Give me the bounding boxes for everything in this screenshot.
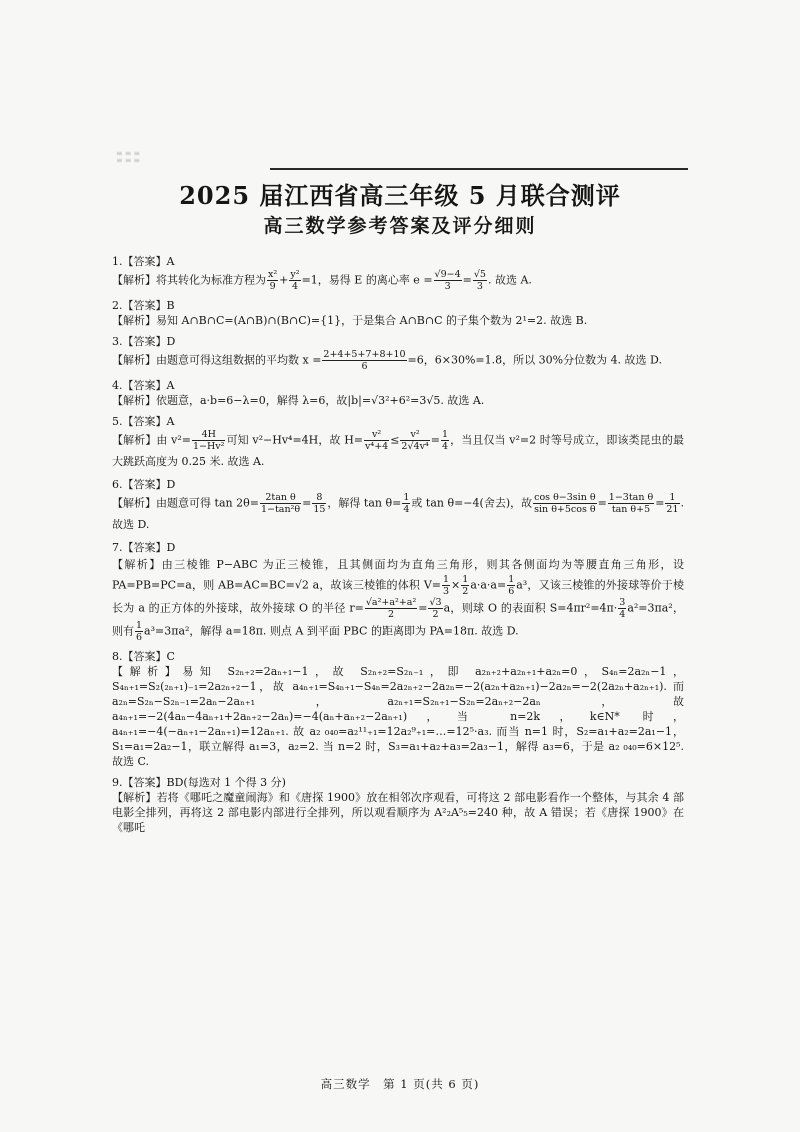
question-6 (112, 477, 684, 534)
explanation: 【解析】由三棱锥 P−ABC 为正三棱锥，且其侧面均为直角三角形，则其各侧面均为等腰直角三角形，设 PA=PB=PC=a，则 AB=AC=BC=√2 a，故该三棱锥的体积 V= $\frac{1}{3}$ × $\frac{1}{2}$ a·a·a= $\frac{1}{6}$ a³，又该三棱锥的外接球等价于棱长为 a 的正方体的外接球，故外接球 O 的半径 r= $\frac{\text{√a²+a²+a²}}{2}$ = $\frac{√3}{2}$ a，则球 O 的表面积 S=4πr²=4π· $\frac{3}{4}$ a²=3πa²，则有 $\frac{1}{6}$ a³=3πa²，解得 a=18π. 则点 A 到平面 PBC 的距离即为 PA=18π. 故选 D. (112, 558, 685, 643)
page-title: 2025 届江西省高三年级 5 月联合测评 (179, 181, 621, 210)
answer-line: 4.【答案】A (112, 379, 175, 392)
header-rule (270, 168, 688, 170)
explanation: 【解析】由题意可得这组数据的平均数 x = $\frac{2+4+5+7+8+10}{6}$ =6，6×30%=1.8，所以 30%分位数为 4. 故选 D. (112, 349, 662, 372)
explanation: 【解析】若将《哪吒之魔童闹海》和《唐探 1900》放在相邻次序观看，可将这 2 部电影看作一个整体，与其余 4 部电影全排列，再将这 2 部电影内部进行全排列，所以观看顺序为 A²₂A⁵₅=240 种，故 A 错误；若《唐探 1900》在《哪吒 (112, 791, 684, 834)
explanation: 【解析】易知 A∩B∩C=(A∩B)∩(B∩C)={1}，于是集合 A∩B∩C 的子集个数为 2¹=2. 故选 B. (112, 314, 588, 327)
answer-line: 8.【答案】C (112, 650, 175, 663)
explanation: 【解析】依题意，a·b=6−λ=0，解得 λ=6，故|b|=√3²+6²=3√5. 故选 A. (112, 394, 485, 407)
question-7 (112, 540, 684, 643)
answer-line: 1.【答案】A (112, 255, 175, 268)
answer-line: 7.【答案】D (112, 541, 176, 554)
answer-key-body (112, 252, 684, 835)
answer-line: 5.【答案】A (112, 415, 175, 428)
explanation: 【解析】由题意可得 tan 2θ= $\frac{\text{2tan θ}}{\text{1−tan²θ}}$ = $\frac{8}{15}$ ，解得 tan θ= $\frac{1}{4}$ 或 tan θ=−4(舍去)，故 $\frac{\text{cos θ−3sin θ}}{\text{sin θ+5cos θ}}$ = $\frac{\text{1−3tan θ}}{\text{tan θ+5}}$ = $\frac{1}{21}$ . 故选 D. (112, 492, 684, 531)
scan-corner-mark: ≡≡≡ ≡≡≡ (116, 150, 143, 164)
answer-line: 3.【答案】D (112, 335, 176, 348)
question-2 (112, 298, 684, 328)
answer-line: 6.【答案】D (112, 478, 176, 491)
explanation: 【解析】由 v²= $\frac{4H}{\text{1−Hv²}}$ 可知 v²−Hv⁴=4H，故 H= $\frac{\text{v²}}{\text{v⁴+4}}$ ≤ $\frac{\text{v²}}{\text{2√4v⁴}}$ = $\frac{1}{4}$ ，当且仅当 v²=2 时等号成立，即该类昆虫的最大跳跃高度为 0.25 米. 故选 A. (112, 429, 685, 468)
answer-line: 2.【答案】B (112, 299, 175, 312)
answer-line: 9.【答案】BD(每选对 1 个得 3 分) (112, 776, 286, 789)
question-9 (112, 775, 684, 835)
page-subtitle: 高三数学参考答案及评分细则 (263, 215, 537, 237)
question-4 (112, 378, 684, 408)
page-footer: 高三数学 第 1 页(共 6 页) (320, 1077, 480, 1091)
question-1 (112, 254, 684, 292)
question-8 (112, 649, 684, 769)
question-3 (112, 334, 684, 372)
question-5 (112, 414, 684, 471)
explanation: 【解析】将其转化为标准方程为 $\frac{\text{x²}}{9}$ + $\frac{\text{y²}}{4}$ =1，易得 E 的离心率 e = $\frac{√9-4}{3}$ = $\frac{√5}{3}$ . 故选 A. (112, 269, 532, 292)
explanation: 【解析】易知 S₂ₙ₊₂=2aₙ₊₁−1，故 S₂ₙ₊₂=S₂ₙ₋₁，即 a₂ₙ₊₂+a₂ₙ₊₁+a₂ₙ=0，S₄ₙ=2a₂ₙ−1，S₄ₙ₊₁=S₂(₂ₙ₊₁)₋₁=2a₂ₙ₊₂−1，故 a₄ₙ₊₁=S₄ₙ₊₁−S₄ₙ=2a₂ₙ₊₂−2a₂ₙ=−2(a₂ₙ+a₂ₙ₊₁)−2a₂ₙ=−2(2a₂ₙ+a₂ₙ₊₁). 而 a₂ₙ=S₂ₙ−S₂ₙ₋₁=2aₙ−2aₙ₊₁，a₂ₙ₊₁=S₂ₙ₊₁−S₂ₙ=2aₙ₊₂−2aₙ，故 a₄ₙ₊₁=−2(4aₙ−4aₙ₊₁+2aₙ₊₂−2aₙ)=−4(aₙ+aₙ₊₂−2aₙ₊₁)，当 n=2k，k∈N* 时，a₄ₙ₊₁=−4(−aₙ₊₁−2aₙ₊₁)=12aₙ₊₁. 故 a₂ ₀₄₀=a₂¹¹₊₁=12a₂⁹₊₁=…=12⁵·a₃. 而当 n=1 时，S₂=a₁+a₂=2a₁−1，S₁=a₁=2a₂−1，联立解得 a₁=3，a₂=2. 当 n=2 时，S₃=a₁+a₂+a₃=2a₃−1，解得 a₃=6，于是 a₂ ₀₄₀=6×12⁵. 故选 C. (112, 665, 684, 768)
